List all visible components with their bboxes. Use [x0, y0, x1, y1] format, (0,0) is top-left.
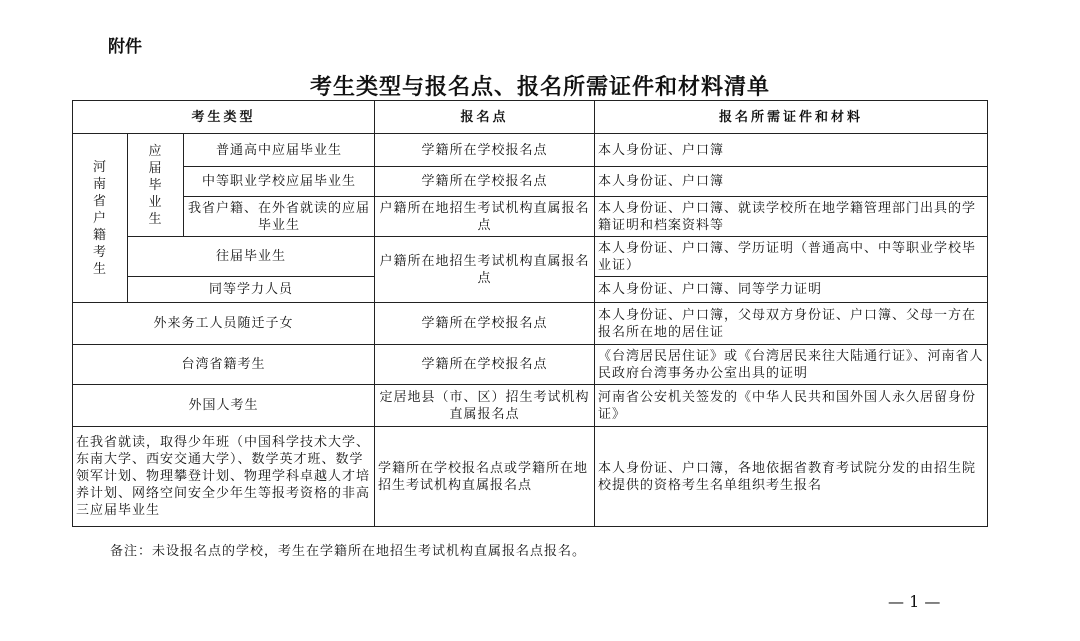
cell-site: 学籍所在学校报名点 [375, 167, 595, 197]
table-row [73, 427, 988, 527]
table-row [73, 167, 988, 197]
table-row [73, 303, 988, 345]
materials-table [72, 100, 988, 527]
table-header-row [73, 101, 988, 134]
cell-type: 外来务工人员随迁子女 [73, 303, 375, 345]
cell-site: 户籍所在地招生考试机构直属报名点 [375, 237, 595, 303]
cell-docs: 本人身份证、户口簿、学历证明（普通高中、中等职业学校毕业证） [595, 237, 988, 277]
group-label-henan: 河 南 省 户 籍 考 生 [73, 134, 128, 303]
cell-docs: 本人身份证、户口簿，各地依据省教育考试院分发的由招生院校提供的资格考生名单组织考生报名 [595, 427, 988, 527]
footnote: 备注：未设报名点的学校，考生在学籍所在地招生考试机构直属报名点报名。 [110, 544, 587, 559]
cell-docs: 《台湾居民居住证》或《台湾居民来往大陆通行证》、河南省人民政府台湾事务办公室出具的证明 [595, 345, 988, 385]
subgroup-label-graduates: 应 届 毕 业 生 [128, 134, 184, 237]
cell-docs: 河南省公安机关签发的《中华人民共和国外国人永久居留身份证》 [595, 385, 988, 427]
cell-type: 我省户籍、在外省就读的应届毕业生 [184, 197, 375, 237]
cell-docs: 本人身份证、户口簿、同等学力证明 [595, 277, 988, 303]
page-number: — 1 — [888, 592, 941, 611]
cell-docs: 本人身份证、户口簿 [595, 134, 988, 167]
cell-docs: 本人身份证、户口簿 [595, 167, 988, 197]
table-row [73, 385, 988, 427]
table-row [73, 345, 988, 385]
cell-site: 定居地县（市、区）招生考试机构直属报名点 [375, 385, 595, 427]
header-type: 考生类型 [73, 101, 375, 134]
cell-site: 学籍所在学校报名点 [375, 345, 595, 385]
cell-docs: 本人身份证、户口簿，父母双方身份证、户口簿、父母一方在报名所在地的居住证 [595, 303, 988, 345]
cell-site: 学籍所在学校报名点或学籍所在地招生考试机构直属报名点 [375, 427, 595, 527]
cell-type: 普通高中应届毕业生 [184, 134, 375, 167]
header-docs: 报名所需证件和材料 [595, 101, 988, 134]
table-row [73, 134, 988, 167]
cell-type: 台湾省籍考生 [73, 345, 375, 385]
cell-site: 学籍所在学校报名点 [375, 134, 595, 167]
cell-type: 往届毕业生 [128, 237, 375, 277]
attachment-label: 附件 [108, 37, 142, 57]
table-row [73, 237, 988, 277]
cell-site: 户籍所在地招生考试机构直属报名点 [375, 197, 595, 237]
cell-type: 同等学力人员 [128, 277, 375, 303]
cell-type: 在我省就读，取得少年班（中国科学技术大学、东南大学、西安交通大学）、数学英才班、数学领军计划、物理攀登计划、物理学科卓越人才培养计划、网络空间安全少年生等报考资格的非高三应届毕业生 [73, 427, 375, 527]
cell-site: 学籍所在学校报名点 [375, 303, 595, 345]
cell-type: 外国人考生 [73, 385, 375, 427]
table-row [73, 197, 988, 237]
cell-type: 中等职业学校应届毕业生 [184, 167, 375, 197]
cell-docs: 本人身份证、户口簿、就读学校所在地学籍管理部门出具的学籍证明和档案资料等 [595, 197, 988, 237]
document-title: 考生类型与报名点、报名所需证件和材料清单 [309, 74, 770, 100]
header-site: 报名点 [375, 101, 595, 134]
